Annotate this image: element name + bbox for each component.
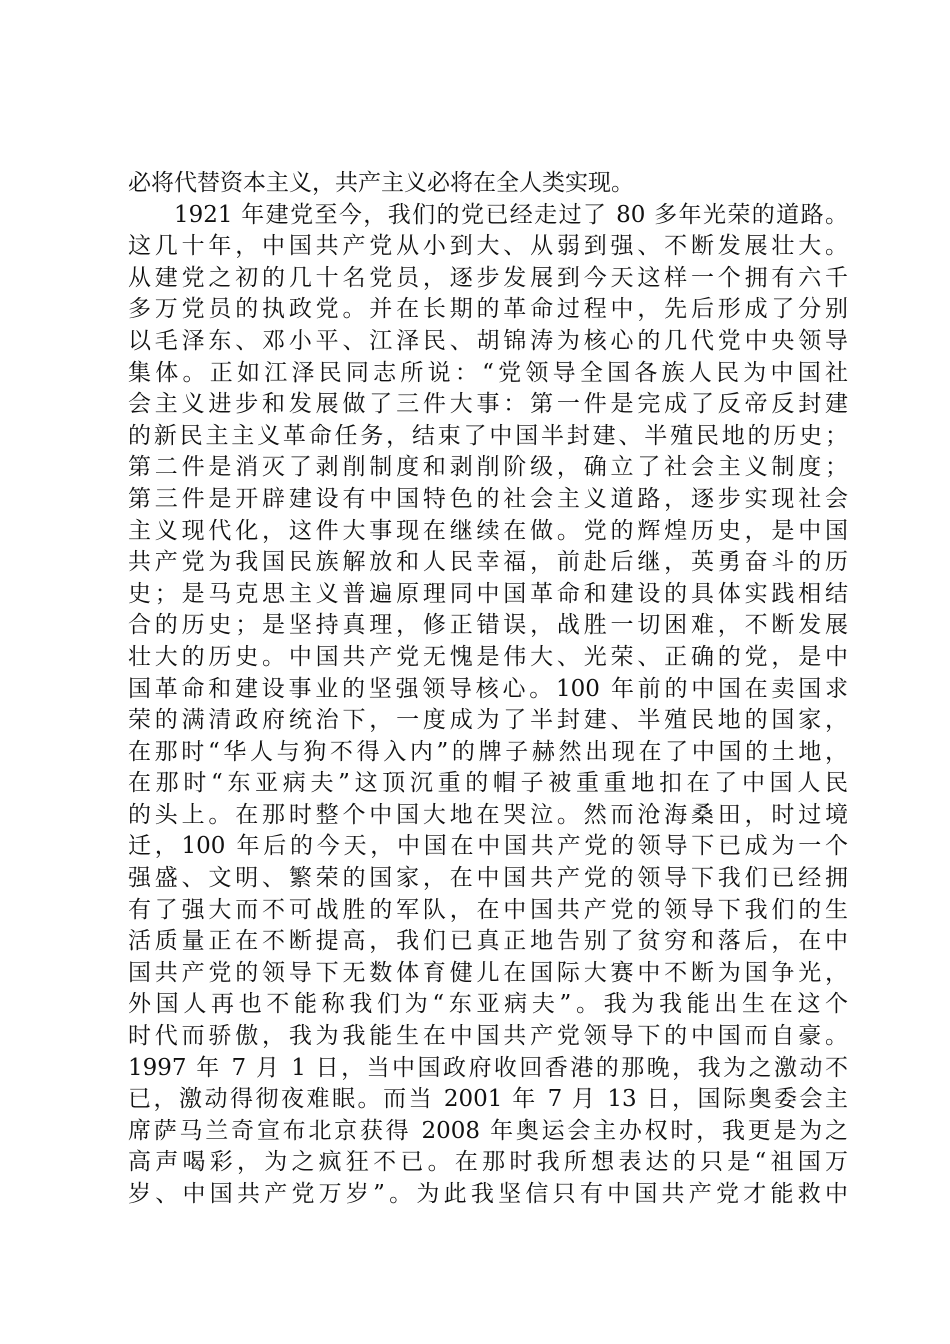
text-line: 时代而骄傲，我为我能生在中国共产党领导下的中国而自豪。 [128, 1023, 848, 1050]
text-line: 必将代替资本主义，共产主义必将在全人类实现。 [128, 170, 634, 196]
text-line: 席萨马兰奇宣布北京获得 2008 年奥运会主办权时，我更是为之 [128, 1117, 848, 1144]
text-line: 荣的满清政府统治下，一度成为了半封建、半殖民地的国家， [128, 707, 848, 734]
text-line: 岁、中国共产党万岁”。为此我坚信只有中国共产党才能救中 [128, 1181, 848, 1207]
text-line: 国革命和建设事业的坚强领导核心。100 年前的中国在卖国求 [128, 675, 848, 702]
text-line: 壮大的历史。中国共产党无愧是伟大、光荣、正确的党，是中 [128, 643, 848, 670]
text-line: 在那时“东亚病夫”这顶沉重的帽子被重重地扣在了中国人民 [128, 770, 848, 797]
text-line: 外国人再也不能称我们为“东亚病夫”。我为我能出生在这个 [128, 991, 848, 1018]
text-line: 1997 年 7 月 1 日，当中国政府收回香港的那晚，我为之激动不 [128, 1054, 848, 1081]
text-line: 第三件是开辟建设有中国特色的社会主义道路，逐步实现社会 [128, 485, 848, 512]
text-line: 共产党为我国民族解放和人民幸福，前赴后继，英勇奋斗的历 [128, 549, 848, 576]
text-line: 会主义进步和发展做了三件大事：第一件是完成了反帝反封建 [128, 391, 848, 418]
text-line: 迁，100 年后的今天，中国在中国共产党的领导下已成为一个 [128, 833, 848, 860]
text-line: 国共产党的领导下无数体育健儿在国际大赛中不断为国争光， [128, 959, 848, 986]
text-line: 高声喝彩，为之疯狂不已。在那时我所想表达的只是“祖国万 [128, 1149, 848, 1176]
text-line: 多万党员的执政党。并在长期的革命过程中，先后形成了分别 [128, 296, 848, 323]
text-line: 活质量正在不断提高，我们已真正地告别了贫穷和落后，在中 [128, 928, 848, 955]
text-line: 这几十年，中国共产党从小到大、从弱到强、不断发展壮大。 [128, 233, 848, 260]
text-line: 强盛、文明、繁荣的国家，在中国共产党的领导下我们已经拥 [128, 865, 848, 892]
text-line: 的新民主主义革命任务，结束了中国半封建、半殖民地的历史； [128, 422, 848, 449]
text-line: 从建党之初的几十名党员，逐步发展到今天这样一个拥有六千 [128, 264, 848, 291]
text-line: 有了强大而不可战胜的军队，在中国共产党的领导下我们的生 [128, 896, 848, 923]
text-line: 集体。正如江泽民同志所说：“党领导全国各族人民为中国社 [128, 359, 848, 386]
text-line: 合的历史；是坚持真理，修正错误，战胜一切困难，不断发展 [128, 612, 848, 639]
text-line: 以毛泽东、邓小平、江泽民、胡锦涛为核心的几代党中央领导 [128, 327, 848, 354]
text-line: 在那时“华人与狗不得入内”的牌子赫然出现在了中国的土地， [128, 738, 848, 765]
text-line: 的头上。在那时整个中国大地在哭泣。然而沧海桑田，时过境 [128, 801, 848, 828]
text-line: 第二件是消灭了剥削制度和剥削阶级，确立了社会主义制度； [128, 454, 848, 481]
body-text [128, 168, 848, 1211]
text-line: 史；是马克思主义普遍原理同中国革命和建设的具体实践相结 [128, 580, 848, 607]
text-line: 主义现代化，这件大事现在继续在做。党的辉煌历史，是中国 [128, 517, 848, 544]
paragraph-first-line: 1921 年建党至今，我们的党已经走过了 80 多年光荣的道路。 [174, 201, 848, 228]
text-line: 已，激动得彻夜难眠。而当 2001 年 7 月 13 日，国际奥委会主 [128, 1086, 848, 1113]
